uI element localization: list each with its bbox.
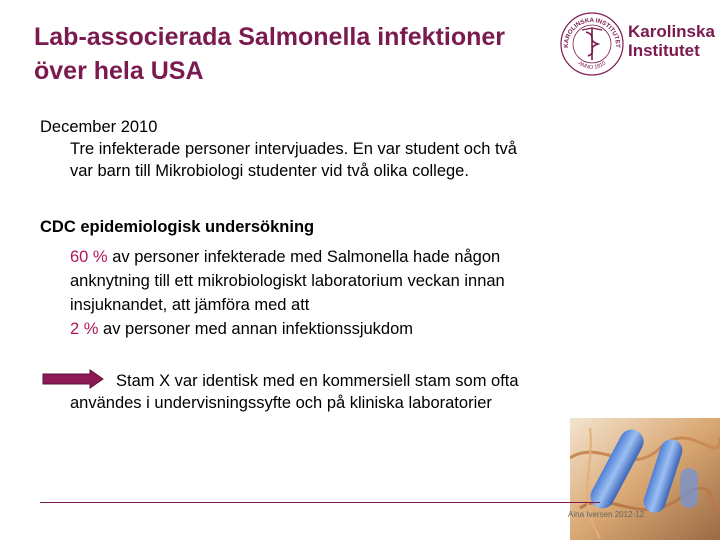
conclusion-line-1: Stam X var identisk med en kommersiell stam som ofta <box>116 372 519 390</box>
slide-title <box>34 20 554 88</box>
section1-line-2: var barn till Mikrobiologi studenter vid två olika college. <box>70 162 469 180</box>
logo-line-1: Karolinska <box>628 22 715 41</box>
logo-wordmark <box>628 22 715 60</box>
section1-line-1: Tre infekterade personer intervjuades. En var student och två <box>70 140 517 158</box>
section2-line-1-text: av personer infekterade med Salmonella hade någon <box>107 248 501 266</box>
section2-line-1 <box>70 246 500 268</box>
footer-divider <box>40 502 600 503</box>
karolinska-logo <box>558 8 718 78</box>
section1-heading: December 2010 <box>40 118 158 136</box>
section2-line-4-text: av personer med annan infektionssjukdom <box>98 320 414 338</box>
logo-line-2: Institutet <box>628 41 700 60</box>
stat-60-percent: 60 % <box>70 248 108 266</box>
section2-line-3: insjuknandet, att jämföra med att <box>70 296 310 314</box>
seal-year: ANNO 1810 <box>576 60 608 71</box>
right-arrow-icon <box>42 369 104 389</box>
title-line-2: över hela USA <box>34 57 204 85</box>
stat-2-percent: 2 % <box>70 320 99 338</box>
section2-line-2: anknytning till ett mikrobiologiskt laboratorium veckan innan <box>70 272 505 290</box>
ki-seal-icon <box>558 8 626 78</box>
section2-heading: CDC epidemiologisk undersökning <box>40 218 315 236</box>
bacteria-photo <box>570 418 720 540</box>
title-line-1: Lab-associerada Salmonella infektioner <box>34 23 505 51</box>
svg-text:ANNO 1810 <box>577 61 607 71</box>
seal-text: KAROLINSKA INSTITUTET <box>562 16 622 48</box>
footer-credit: Aina Iversen 2012-12 <box>568 510 645 519</box>
section2-line-4 <box>70 318 413 340</box>
conclusion-line-2: användes i undervisningssyfte och på kliniska laboratorier <box>70 394 492 412</box>
